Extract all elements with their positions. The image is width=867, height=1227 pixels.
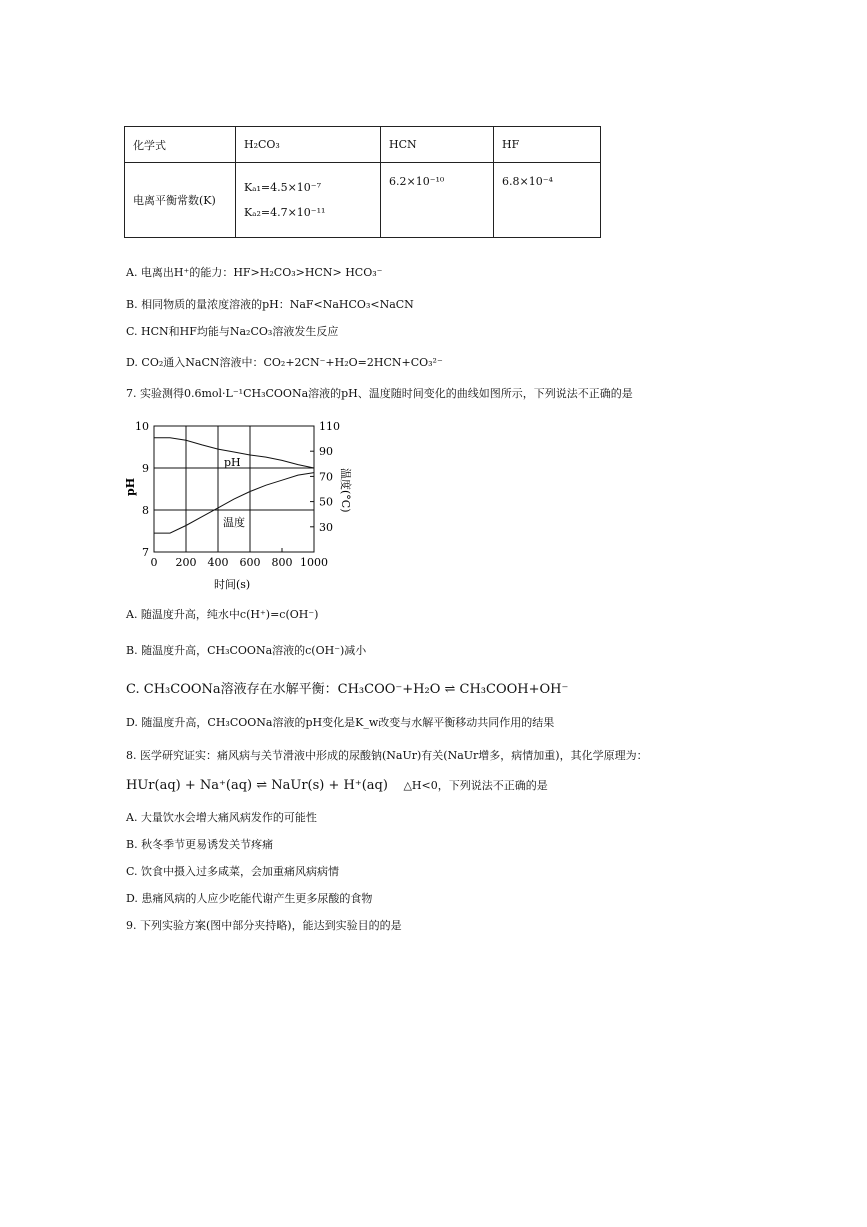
y2-tick-label: 30 [319,520,333,534]
x-tick-label: 400 [207,556,229,569]
y2-axis-label: 温度(°C) [339,468,352,513]
q8-condition: △H<0，下列说法不正确的是 [403,779,548,792]
y-tick-label: 8 [142,504,149,517]
q7-option-a: A. 随温度升高，纯水中c(H⁺)=c(OH⁻) [126,608,319,621]
y2-tick-label: 90 [319,445,333,459]
table-row-label: 电离平衡常数(K) [125,163,236,238]
q7-option-d: D. 随温度升高，CH₃COONa溶液的pH变化是K_w改变与水解平衡移动共同作用的结果 [126,716,555,729]
q7-option-c: C. CH₃COONa溶液存在水解平衡：CH₃COO⁻+H₂O ⇌ CH₃COOH+OH⁻ [126,682,569,697]
q6-option-a: A. 电离出H⁺的能力：HF>H₂CO₃>HCN> HCO₃⁻ [126,266,383,279]
q8-stem: 8. 医学研究证实：痛风病与关节滑液中形成的尿酸钠(NaUr)有关(NaUr增多，病情加重)，其化学原理为： [126,749,648,762]
q8-option-a: A. 大量饮水会增大痛风病发作的可能性 [126,811,317,824]
y2-tick-label: 70 [319,470,333,484]
x-tick-label: 600 [239,556,261,569]
ph-temperature-chart [112,414,372,594]
table-header-hf: HF [494,127,601,163]
table-header-hcn: HCN [381,127,494,163]
q8-option-c: C. 饮食中摄入过多咸菜，会加重痛风病病情 [126,865,340,878]
chart-grid [154,426,314,552]
table-cell-h2co3 [236,163,381,238]
q8-option-b: B. 秋冬季节更易诱发关节疼痛 [126,838,274,851]
table-cell-hcn: 6.2×10⁻¹⁰ [381,163,494,238]
q8-equation: HUr(aq) + Na⁺(aq) ⇌ NaUr(s) + H⁺(aq) [126,778,388,793]
y-tick-label: 9 [142,462,149,475]
table-header-formula: 化学式 [125,127,236,163]
q6-option-b: B. 相同物质的量浓度溶液的pH：NaF<NaHCO₃<NaCN [126,298,414,311]
y-tick-label: 10 [135,420,149,433]
y2-tick-label: 50 [319,495,333,509]
x-axis-label: 时间(s) [214,578,251,591]
x-tick-label: 200 [175,556,197,569]
chart-ticks [135,420,340,569]
y-tick-label: 7 [142,546,149,559]
x-tick-label: 1000 [300,556,328,569]
x-tick-label: 0 [150,556,158,569]
q6-option-d: D. CO₂通入NaCN溶液中：CO₂+2CN⁻+H₂O=2HCN+CO₃²⁻ [126,356,443,369]
y-axis-label: pH [124,477,137,496]
temperature-series-label: 温度 [223,516,245,529]
table-cell-hf: 6.8×10⁻⁴ [494,163,601,238]
ka2-value: Kₐ₂=4.7×10⁻¹¹ [244,206,326,219]
ka1-value: Kₐ₁=4.5×10⁻⁷ [244,181,322,194]
q7-option-b: B. 随温度升高，CH₃COONa溶液的c(OH⁻)减小 [126,644,367,657]
plot-frame [154,426,314,552]
q8-equation-line [126,777,548,793]
q7-stem: 7. 实验测得0.6mol·L⁻¹CH₃COONa溶液的pH、温度随时间变化的曲线如图所示，下列说法不正确的是 [126,387,633,400]
y2-tick-label: 110 [319,420,340,433]
q6-option-c: C. HCN和HF均能与Na₂CO₃溶液发生反应 [126,325,339,338]
ph-series-label: pH [224,456,241,469]
x-tick-label: 800 [271,556,293,569]
q9-stem: 9. 下列实验方案(图中部分夹持略)，能达到实验目的的是 [126,919,402,932]
q8-option-d: D. 患痛风病的人应少吃能代谢产生更多尿酸的食物 [126,892,373,905]
ionization-constant-table [124,126,601,238]
table-header-h2co3: H₂CO₃ [236,127,381,163]
